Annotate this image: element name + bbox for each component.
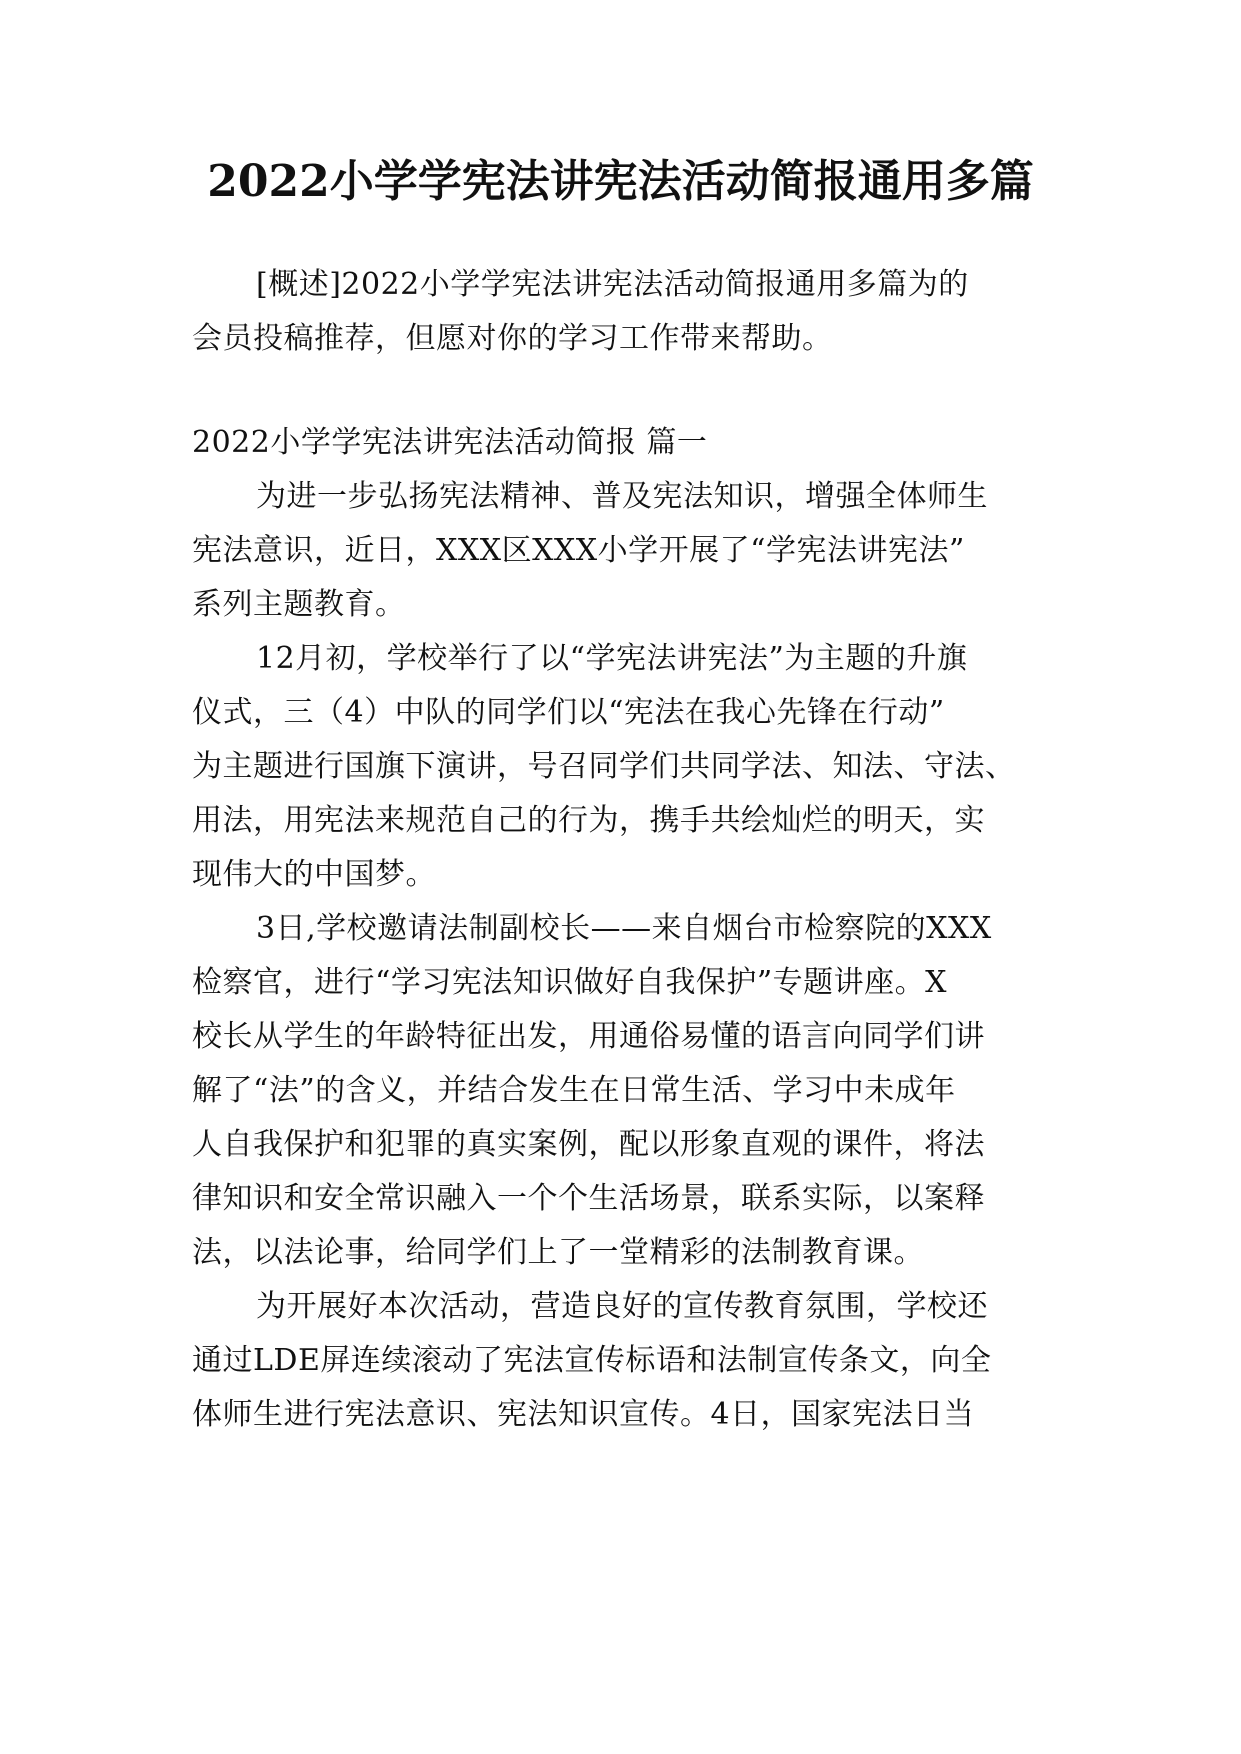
paragraph-line: 法，以法论事，给同学们上了一堂精彩的法制教育课。 [192, 1235, 924, 1270]
paragraph-line: 为开展好本次活动，营造良好的宣传教育氛围，学校还 [256, 1289, 988, 1324]
paragraph-line: 解了“法”的含义，并结合发生在日常生活、学习中未成年 [192, 1073, 956, 1108]
paragraph-line: 系列主题教育。 [192, 587, 406, 622]
paragraph-line: 12月初，学校举行了以“学宪法讲宪法”为主题的升旗 [256, 641, 968, 676]
paragraph-line: 通过LDE屏连续滚动了宪法宣传标语和法制宣传条文，向全 [192, 1343, 992, 1378]
paragraph-line: 人自我保护和犯罪的真实案例，配以形象直观的课件，将法 [192, 1127, 985, 1162]
summary-line-1: [概述]2022小学学宪法讲宪法活动简报通用多篇为的 [256, 267, 969, 302]
summary-line-2: 会员投稿推荐，但愿对你的学习工作带来帮助。 [192, 321, 833, 356]
paragraph-line: 宪法意识，近日，XXX区XXX小学开展了“学宪法讲宪法” [192, 533, 965, 568]
paragraph-line: 3日,学校邀请法制副校长——来自烟台市检察院的XXX [256, 911, 992, 946]
paragraph-line: 为进一步弘扬宪法精神、普及宪法知识，增强全体师生 [256, 479, 988, 514]
paragraph-line: 仪式，三（4）中队的同学们以“宪法在我心先锋在行动” [192, 695, 945, 730]
paragraph-line: 用法，用宪法来规范自己的行为，携手共绘灿烂的明天，实 [192, 803, 985, 838]
section-heading: 2022小学学宪法讲宪法活动简报 篇一 [192, 425, 708, 460]
paragraph-line: 律知识和安全常识融入一个个生活场景，联系实际，以案释 [192, 1181, 985, 1216]
paragraph-line: 体师生进行宪法意识、宪法知识宣传。4日，国家宪法日当 [192, 1397, 975, 1432]
document-title: 2022小学学宪法讲宪法活动简报通用多篇 [207, 156, 1034, 207]
paragraph-line: 现伟大的中国梦。 [192, 857, 436, 892]
paragraph-line: 为主题进行国旗下演讲，号召同学们共同学法、知法、守法、 [192, 749, 1016, 784]
paragraph-line: 校长从学生的年龄特征出发，用通俗易懂的语言向同学们讲 [192, 1019, 985, 1054]
paragraph-line: 检察官，进行“学习宪法知识做好自我保护”专题讲座。X [192, 965, 948, 1000]
